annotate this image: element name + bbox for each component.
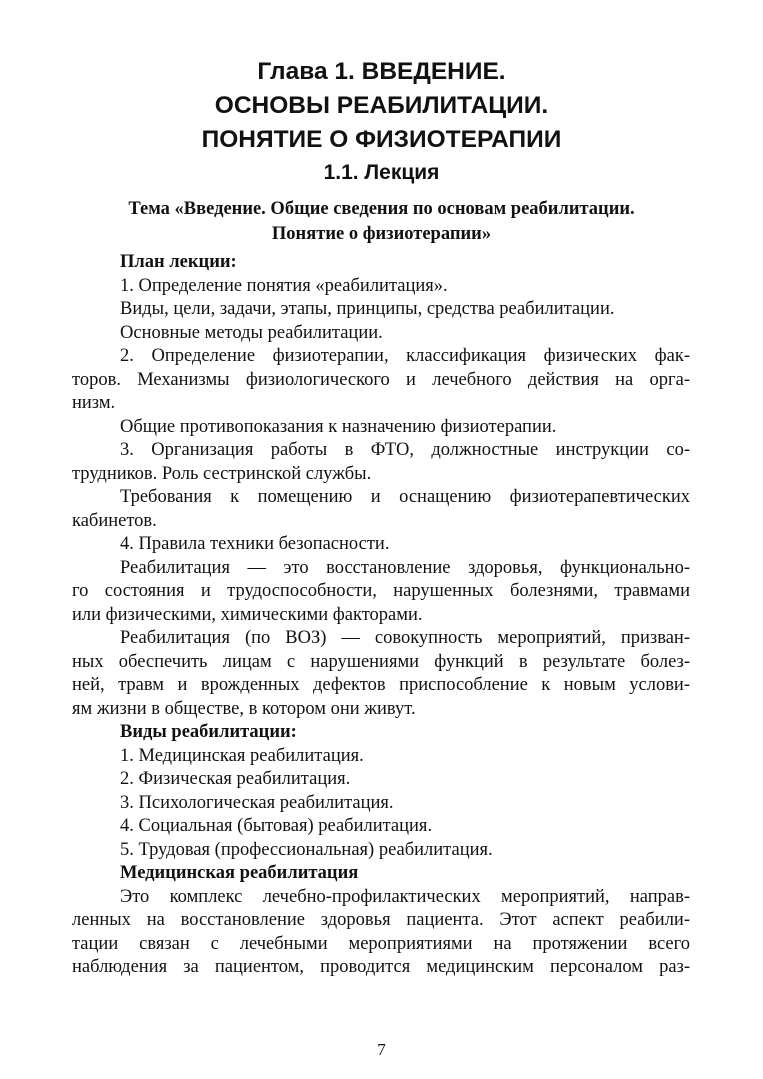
types-heading: Виды реабилитации:: [120, 722, 297, 742]
section-title: 1.1. Лекция: [323, 161, 440, 184]
plan-item: Виды, цели, задачи, этапы, принципы, средства реабилитации.: [120, 299, 615, 319]
definition-paragraph-cont: го состояния и трудоспособности, нарушенных болезнями, травмами: [72, 581, 690, 601]
chapter-title-line: ОСНОВЫ РЕАБИЛИТАЦИИ.: [214, 92, 549, 119]
who-definition-paragraph-cont: ям жизни в обществе, в котором они живут.: [72, 698, 416, 719]
plan-item: Основные методы реабилитации.: [120, 322, 383, 343]
chapter-title: [0, 55, 763, 157]
lecture-topic-line: Понятие о физиотерапии»: [271, 224, 492, 244]
chapter-title-line: ПОНЯТИЕ О ФИЗИОТЕРАПИИ: [201, 126, 562, 153]
lecture-topic: [0, 197, 763, 247]
lecture-topic-line: Тема «Введение. Общие сведения по основам реабилитации.: [128, 199, 635, 219]
types-list-item: 2. Физическая реабилитация.: [120, 769, 351, 789]
plan-item-cont: низм.: [72, 393, 116, 413]
plan-item-cont: торов. Механизмы физиологического и лечебного действия на орга-: [72, 369, 690, 390]
plan-heading: План лекции:: [120, 252, 237, 272]
body-text: [72, 251, 690, 980]
medical-rehab-heading: Медицинская реабилитация: [120, 863, 359, 883]
who-definition-paragraph-cont: ней, травм и врожденных дефектов приспособление к новым услови-: [72, 675, 690, 695]
chapter-title-line: Глава 1. ВВЕДЕНИЕ.: [257, 58, 506, 85]
definition-paragraph-cont: или физическими, химическими факторами.: [72, 604, 423, 625]
plan-item-cont: кабинетов.: [72, 510, 157, 531]
medical-rehab-paragraph: Это комплекс лечебно-профилактических мероприятий, направ-: [120, 886, 690, 907]
medical-rehab-paragraph-cont: ленных на восстановление здоровья пациента. Этот аспект реабили-: [72, 910, 690, 930]
plan-item: 3. Организация работы в ФТО, должностные инструкции со-: [120, 440, 690, 460]
types-list-item: 3. Психологическая реабилитация.: [120, 792, 394, 813]
plan-item-cont: трудников. Роль сестринской службы.: [72, 463, 372, 484]
medical-rehab-paragraph-cont: наблюдения за пациентом, проводится медицинским персоналом раз-: [72, 957, 690, 977]
types-list-item: 5. Трудовая (профессиональная) реабилитация.: [120, 839, 493, 860]
types-list-item: 4. Социальная (бытовая) реабилитация.: [120, 816, 433, 836]
plan-item: Общие противопоказания к назначению физиотерапии.: [120, 416, 557, 437]
page-number: 7: [377, 1040, 386, 1059]
who-definition-paragraph-cont: ных обеспечить лицам с нарушениями функций в результате болез-: [72, 651, 690, 672]
plan-item: 1. Определение понятия «реабилитация».: [120, 275, 448, 296]
medical-rehab-paragraph-cont: тации связан с лечебными мероприятиями на протяжении всего: [72, 933, 690, 954]
definition-paragraph: Реабилитация — это восстановление здоровья, функционально-: [120, 557, 690, 578]
types-list-item: 1. Медицинская реабилитация.: [120, 745, 364, 766]
plan-item: 4. Правила техники безопасности.: [120, 534, 390, 554]
plan-item: 2. Определение физиотерапии, классификация физических фак-: [120, 346, 690, 366]
plan-item: Требования к помещению и оснащению физиотерапевтических: [120, 487, 690, 507]
who-definition-paragraph: Реабилитация (по ВОЗ) — совокупность мероприятий, призван-: [120, 628, 690, 648]
